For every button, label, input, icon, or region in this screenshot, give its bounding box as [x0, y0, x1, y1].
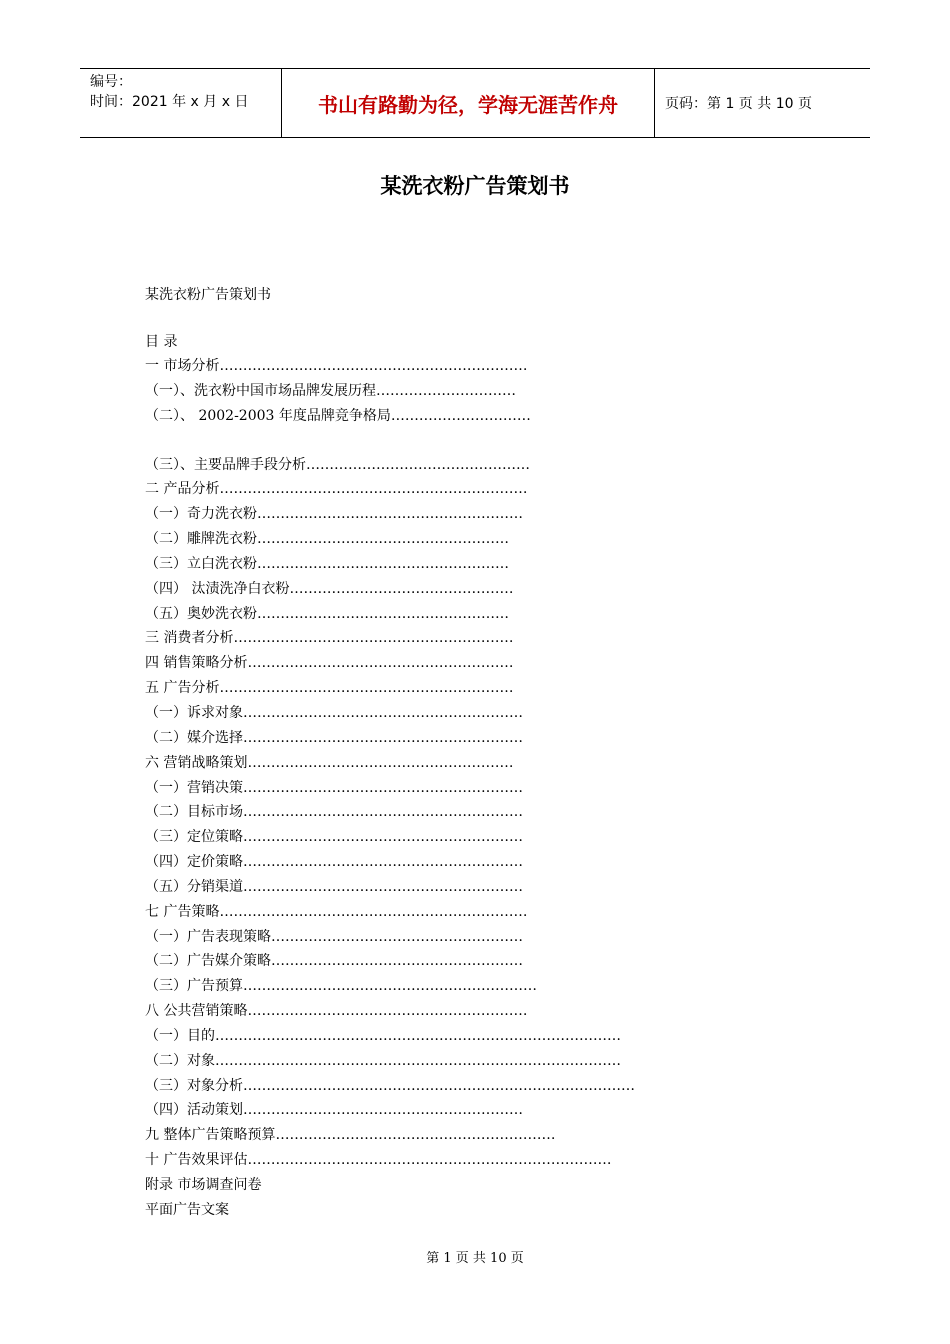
document-subtitle: 某洗衣粉广告策划书 — [145, 287, 271, 303]
toc-entry: 十 广告效果评估…………………………………………………………………… — [145, 1152, 612, 1169]
toc-entry: 七 广告策略………………………………………………………… — [145, 903, 528, 920]
header-meta-cell — [80, 69, 282, 137]
toc-entry: 九 整体广告策略预算…………………………………………………… — [145, 1127, 556, 1144]
toc-entry: 平面广告文案 — [145, 1201, 229, 1218]
toc-entry: （五）奥妙洗衣粉……………………………………………… — [145, 605, 509, 622]
toc-entry: 六 营销战略策划………………………………………………… — [145, 754, 514, 771]
toc-entry: （四）定价策略…………………………………………………… — [145, 854, 523, 871]
document-date-label: 时间：2021 年 x 月 x 日 — [90, 94, 249, 110]
toc-entry: （四） 汰渍洗净白衣粉………………………………………… — [145, 580, 514, 597]
page-footer: 第 1 页 共 10 页 — [426, 1251, 524, 1266]
toc-entry: （三）定位策略…………………………………………………… — [145, 829, 523, 846]
toc-entry: （一）广告表现策略……………………………………………… — [145, 928, 523, 945]
header-motto-cell — [282, 69, 655, 137]
document-title: 某洗衣粉广告策划书 — [380, 173, 570, 198]
toc-entry: （五）分销渠道…………………………………………………… — [145, 878, 523, 895]
toc-entry: （一）营销决策…………………………………………………… — [145, 779, 523, 796]
toc-entry: 三 消费者分析…………………………………………………… — [145, 630, 514, 647]
toc-entry: （一）、洗衣粉中国市场品牌发展历程………………………… — [145, 382, 516, 399]
toc-entry: （二）媒介选择…………………………………………………… — [145, 729, 523, 746]
header-page-cell — [655, 69, 870, 137]
page-header — [80, 68, 870, 138]
toc-entry: （二）目标市场…………………………………………………… — [145, 804, 523, 821]
toc-entry: （二）广告媒介策略……………………………………………… — [145, 953, 523, 970]
toc-entry: （一）奇力洗衣粉………………………………………………… — [145, 506, 523, 523]
header-page-info: 页码：第 1 页 共 10 页 — [665, 96, 812, 112]
toc-entry: （一）目的…………………………………………………………………………… — [145, 1027, 621, 1044]
toc-entry: 二 产品分析………………………………………………………… — [145, 481, 528, 498]
toc-entry: （四）活动策划…………………………………………………… — [145, 1102, 523, 1119]
document-number-label: 编号： — [90, 74, 132, 90]
toc-entry: 附录 市场调查问卷 — [145, 1177, 262, 1193]
toc-entry: （二）、 2002-2003 年度品牌竞争格局………………………… — [145, 407, 531, 424]
toc-entry: 四 销售策略分析………………………………………………… — [145, 655, 514, 672]
toc-entry: （三）立白洗衣粉……………………………………………… — [145, 555, 509, 572]
header-motto: 书山有路勤为径，学海无涯苦作舟 — [318, 92, 618, 117]
toc-entry: （二）雕牌洗衣粉……………………………………………… — [145, 531, 509, 548]
toc-heading: 目 录 — [145, 334, 178, 350]
toc-entry: （三）广告预算……………………………………………………… — [145, 978, 537, 995]
table-of-contents — [145, 354, 635, 1223]
toc-entry: 一 市场分析………………………………………………………… — [145, 358, 528, 374]
toc-entry: （一）诉求对象…………………………………………………… — [145, 704, 523, 721]
toc-entry: （三）对象分析………………………………………………………………………… — [145, 1077, 635, 1094]
toc-entry: （二）对象…………………………………………………………………………… — [145, 1052, 621, 1069]
toc-entry: 五 广告分析……………………………………………………… — [145, 680, 514, 697]
toc-entry: 八 公共营销策略…………………………………………………… — [145, 1003, 528, 1020]
toc-entry: （三）、主要品牌手段分析………………………………………… — [145, 456, 530, 473]
